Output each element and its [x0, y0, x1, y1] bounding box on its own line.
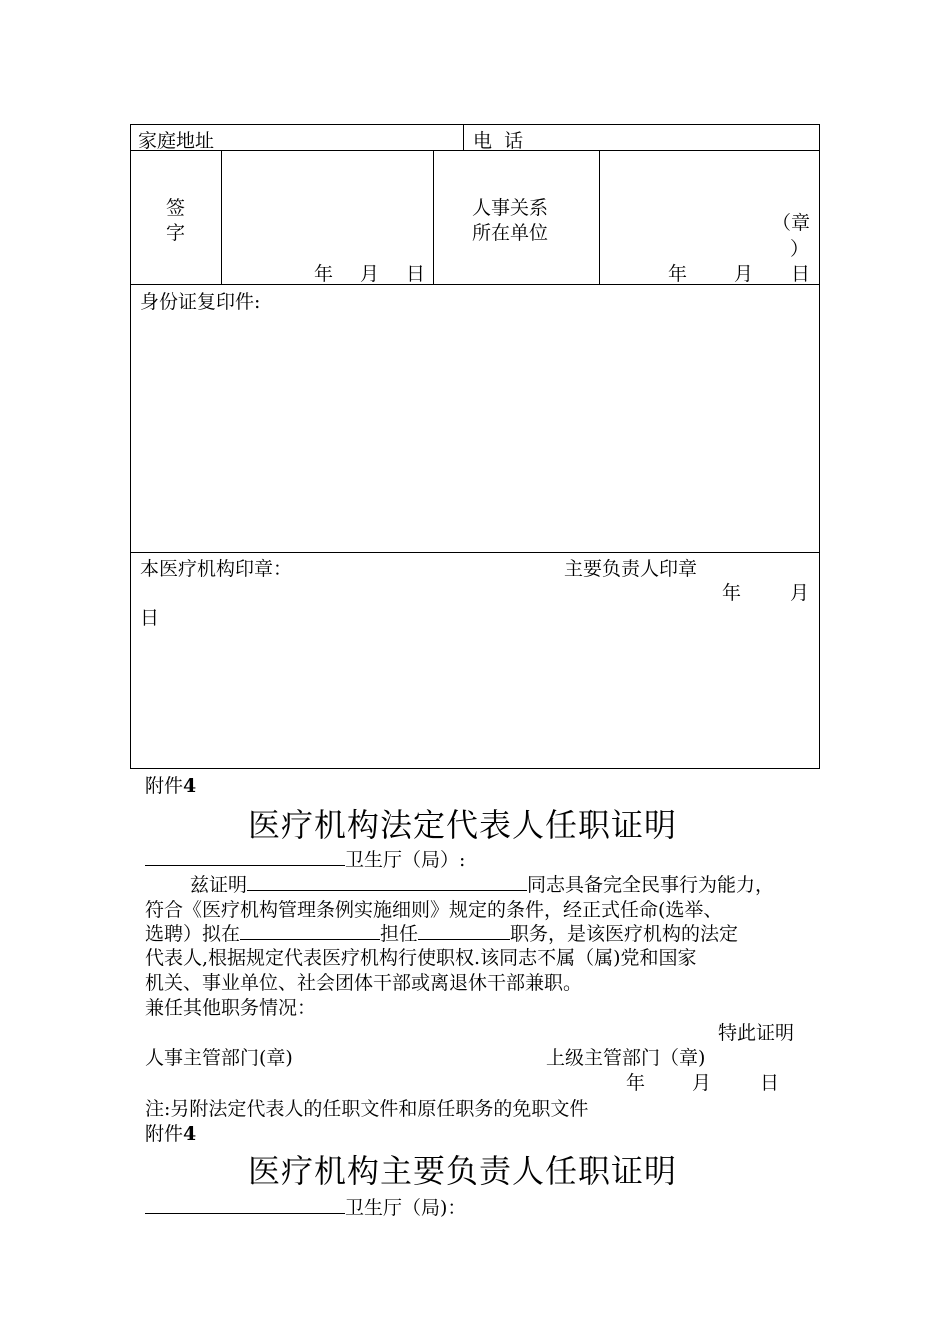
attachment-text: 附件 — [145, 775, 184, 797]
table-row-divider — [130, 284, 820, 285]
hr-date-month: 月 — [734, 263, 754, 285]
addressee-line — [145, 1193, 466, 1220]
seal-mark-close: ） — [790, 238, 810, 260]
table-border-left — [130, 124, 131, 769]
other-positions-label: 兼任其他职务情况： — [145, 997, 317, 1019]
hr-dept-seal: 人事主管部门(章) — [145, 1047, 293, 1069]
blank-field — [145, 847, 345, 866]
head-seal-label: 主要负责人印章 — [564, 558, 698, 580]
attachment-label — [145, 771, 196, 798]
institution-seal-label: 本医疗机构印章： — [140, 558, 293, 580]
attachment-label — [145, 1119, 196, 1146]
date-month: 月 — [692, 1072, 712, 1094]
signature-label-line1: 签 — [166, 197, 186, 219]
table-border-top — [130, 124, 820, 125]
phone-label: 电 话 — [473, 130, 524, 152]
table-row-divider — [130, 552, 820, 553]
paragraph-text: 兹证明 — [190, 874, 248, 896]
seal-mark-open: （章 — [772, 212, 811, 234]
table-col-divider — [433, 150, 434, 285]
blank-field — [418, 921, 510, 940]
table-border-right — [819, 124, 820, 769]
hr-date-day: 日 — [791, 263, 811, 285]
table-col-divider — [599, 150, 600, 285]
paragraph-line: 符合《医疗机构管理条例实施细则》规定的条件，经正式任命(选举、 — [145, 899, 723, 921]
blank-field — [240, 921, 380, 940]
superior-dept-seal: 上级主管部门（章) — [546, 1047, 706, 1069]
hr-unit-label-line1: 人事关系 — [472, 197, 549, 219]
table-col-divider — [221, 150, 222, 285]
date-year: 年 — [626, 1072, 646, 1094]
addressee-line — [145, 845, 465, 872]
signature-date-month: 月 — [360, 263, 380, 285]
paragraph-text: 担任 — [380, 923, 419, 945]
hr-date-year: 年 — [668, 263, 688, 285]
seal-date-day: 日 — [140, 607, 160, 629]
paragraph-text: 同志具备完全民事行为能力， — [527, 874, 775, 896]
addressee-suffix: 卫生厅（局)： — [345, 1197, 467, 1219]
id-copy-label: 身份证复印件: — [140, 291, 261, 313]
page-title: 医疗机构法定代表人任职证明 — [248, 806, 678, 844]
attachment-number: 4 — [183, 1123, 197, 1145]
seal-date-year: 年 — [722, 582, 742, 604]
table-border-bottom — [130, 768, 820, 769]
attachment-text: 附件 — [145, 1123, 184, 1145]
table-col-divider — [463, 124, 464, 151]
seal-date-month: 月 — [790, 582, 810, 604]
paragraph-text: 选聘）拟在 — [145, 923, 241, 945]
signature-date-day: 日 — [406, 263, 426, 285]
signature-date-year: 年 — [314, 263, 334, 285]
section-title: 医疗机构主要负责人任职证明 — [248, 1152, 678, 1190]
blank-field — [247, 872, 527, 891]
signature-label-line2: 字 — [166, 222, 186, 244]
note-text: 注:另附法定代表人的任职文件和原任职务的免职文件 — [145, 1098, 589, 1120]
paragraph-line: 机关、事业单位、社会团体干部或离退休干部兼职。 — [145, 972, 583, 994]
paragraph-line: 代表人,根据规定代表医疗机构行使职权.该同志不属（属)党和国家 — [145, 947, 697, 969]
attachment-number: 4 — [183, 775, 197, 797]
certify-text: 特此证明 — [718, 1022, 795, 1044]
hr-unit-label-line2: 所在单位 — [472, 222, 549, 244]
date-day: 日 — [760, 1072, 780, 1094]
blank-field — [145, 1195, 345, 1214]
home-address-label: 家庭地址 — [138, 130, 215, 152]
paragraph-line — [145, 919, 738, 946]
paragraph-line — [190, 870, 774, 897]
paragraph-text: 职务，是该医疗机构的法定 — [510, 923, 739, 945]
addressee-suffix: 卫生厅（局）: — [345, 849, 466, 871]
